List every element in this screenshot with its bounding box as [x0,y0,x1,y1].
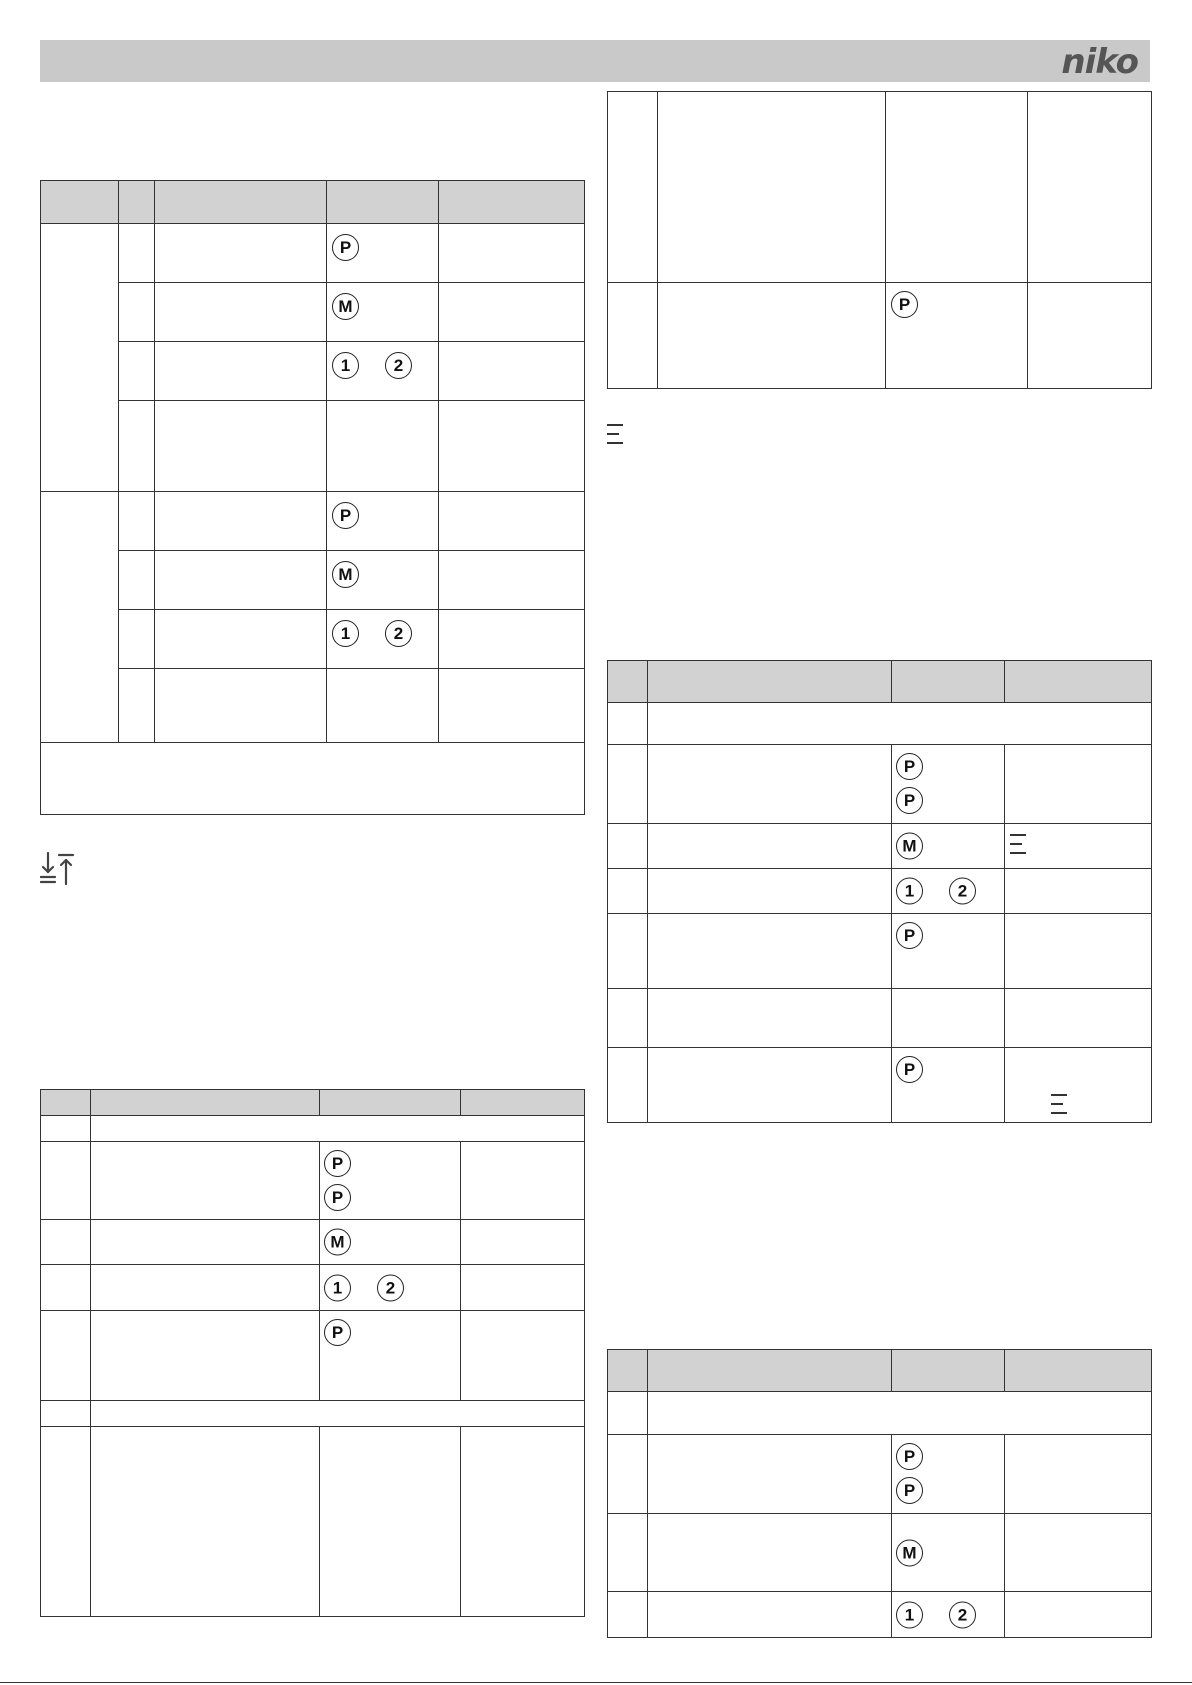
table-row [41,551,585,610]
table-row [608,824,1152,869]
program-icon: P [891,291,918,318]
table-row [41,610,585,669]
channel-1-icon: 1 [896,878,923,905]
menu-icon: M [324,1229,351,1256]
three-lines-icon [1010,834,1026,856]
table-row [608,989,1152,1048]
program-icon: P [332,234,359,261]
header-bar [40,40,1150,82]
niko-logo: niko [1061,42,1138,82]
table-row [608,1514,1152,1592]
table-row [608,914,1152,989]
table-e [607,1349,1152,1638]
program-icon: P [896,787,923,814]
table-b-header-row [41,1090,585,1116]
program-icon: P [324,1150,351,1177]
table-row [41,401,585,492]
group-cell [41,224,119,492]
table-a-header-row [41,181,585,224]
table-row [41,342,585,401]
program-icon: P [896,1056,923,1083]
table-row [41,224,585,283]
table-row [41,492,585,551]
table-row [41,283,585,342]
table-row [41,1116,585,1142]
menu-icon: M [332,293,359,320]
program-icon: P [324,1319,351,1346]
table-row [41,1311,585,1401]
three-lines-icon [607,424,623,446]
footer-rule [0,1682,1192,1683]
channel-2-icon: 2 [385,620,412,647]
table-row [608,869,1152,914]
table-note-row [41,743,585,815]
table-row [41,1265,585,1311]
channel-1-icon: 1 [332,352,359,379]
table-row [608,283,1152,389]
channel-1-icon: 1 [324,1274,351,1301]
table-row [608,745,1152,824]
table-row [608,92,1152,283]
channel-2-icon: 2 [949,1601,976,1628]
table-e-header-row [608,1350,1152,1392]
group-cell [41,492,119,743]
table-row [608,1048,1152,1123]
program-icon: P [896,922,923,949]
channel-1-icon: 1 [332,620,359,647]
menu-icon: M [896,1539,923,1566]
menu-icon: M [332,561,359,588]
up-down-arrows-icon [40,850,78,886]
channel-2-icon: 2 [385,352,412,379]
channel-1-icon: 1 [896,1601,923,1628]
table-row [41,1427,585,1617]
program-icon: P [324,1184,351,1211]
table-row [41,1401,585,1427]
program-icon: P [332,502,359,529]
program-icon: P [896,1477,923,1504]
table-row [41,1220,585,1265]
table-row [608,1392,1152,1435]
table-row [608,1435,1152,1514]
table-row [41,1142,585,1220]
three-lines-icon [1051,1094,1067,1116]
table-b [40,1089,585,1617]
table-c [607,91,1152,389]
table-d [607,660,1152,1123]
table-row [41,669,585,743]
program-icon: P [896,753,923,780]
channel-2-icon: 2 [949,878,976,905]
table-a [40,180,585,815]
channel-2-icon: 2 [377,1274,404,1301]
menu-icon: M [896,833,923,860]
program-icon: P [896,1443,923,1470]
table-row [608,1592,1152,1638]
table-row [608,703,1152,745]
table-d-header-row [608,661,1152,703]
